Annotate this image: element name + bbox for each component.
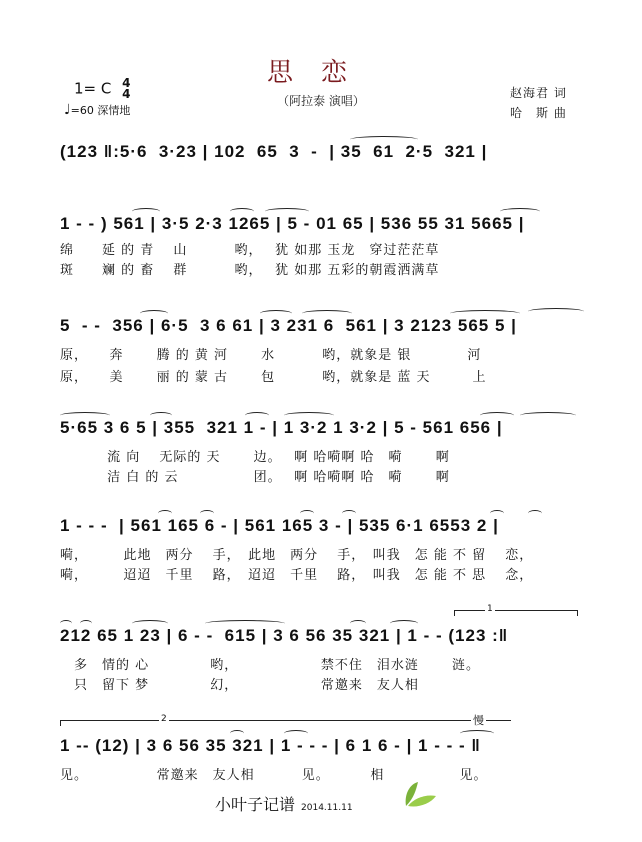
lyrics-verse-2: 只 留下 梦 幻， 常邀来 友人相	[60, 678, 419, 693]
slur	[200, 510, 214, 517]
slur	[260, 310, 292, 317]
slur	[450, 310, 520, 317]
slur	[140, 310, 168, 317]
lyricist-credit: 赵海君 词	[510, 86, 567, 100]
slur	[300, 510, 314, 517]
song-title: 思恋	[266, 58, 375, 88]
slow-marking: 慢	[473, 714, 484, 727]
lyrics-verse-2: 嗬， 迢迢 千里 路， 迢迢 千里 路， 叫我 怎 能 不 思 念，	[60, 568, 534, 583]
slur	[342, 510, 356, 517]
green-leaf-icon	[402, 780, 438, 808]
slur	[350, 136, 418, 143]
slur	[158, 510, 172, 517]
transcriber-signature: 小叶子记谱 2014.11.11	[215, 795, 353, 814]
slur	[284, 412, 334, 419]
slur	[60, 620, 72, 627]
first-ending-bracket: 1	[454, 610, 578, 616]
slur	[230, 730, 244, 737]
quarter-note-icon: ♩	[64, 102, 71, 118]
slur	[245, 412, 269, 419]
lyrics-verse-2: 洁 白 的 云 团。 啊 哈嗬啊 哈 嗬 啊	[60, 470, 450, 485]
slur	[390, 620, 418, 627]
lyrics-verse-2: 原， 美 丽 的 蒙 古 包 哟，就象是 蓝 天 上	[60, 370, 487, 385]
slur	[230, 208, 254, 215]
slur	[60, 412, 110, 419]
notation: 1 -- (12) | 3 6 56 35 321 | 1 - - - | 6 1 6 - | 1 - - - ‖	[60, 736, 481, 755]
lyrics-verse-1: 绵 延 的 青 山 哟， 犹 如那 玉龙 穿过茫茫草	[60, 243, 440, 258]
slur	[350, 620, 366, 627]
lyrics-verse-1: 原， 奔 腾 的 黄 河 水 哟，就象是 银 河	[60, 348, 482, 363]
key-label: 1= C	[74, 79, 112, 98]
notation: 5 - - 356 | 6·5 3 6 61 | 3 231 6 561 | 3 2123 565 5 |	[60, 316, 517, 335]
slur	[150, 412, 172, 419]
slur	[490, 510, 504, 517]
slur	[460, 730, 494, 737]
key-signature	[74, 78, 131, 100]
lyrics-verse-1: 见。 常邀来 友人相 见。 相 见。	[60, 768, 488, 783]
notation: 212 65 1 23 | 6 - - 615 | 3 6 56 35 321 | 1 - - (123 :‖	[60, 626, 509, 645]
lyrics-verse-2: 斑 斓 的 畜 群 哟， 犹 如那 五彩的朝霞洒满草	[60, 263, 440, 278]
notation: (123 ‖:5·6 3·23 | 102 65 3 - | 35 61 2·5 321 |	[60, 142, 488, 161]
slur	[500, 208, 540, 215]
slur	[132, 620, 168, 627]
lyrics-verse-1: 流 向 无际的 天 边。 啊 哈嗬啊 哈 嗬 啊	[60, 450, 450, 465]
slur	[265, 208, 309, 215]
tempo-marking: ♩=60 深情地	[64, 102, 131, 118]
lyrics-verse-1: 多 情的 心 哟， 禁不住 泪水涟 涟。	[60, 658, 481, 673]
slur	[480, 412, 514, 419]
slur	[205, 620, 285, 627]
slur	[520, 412, 576, 419]
notation: 1 - - ) 561 | 3·5 2·3 1265 | 5 - 01 65 | 536 55 31 5665 |	[60, 214, 525, 233]
notation: 1 - - - | 561 165 6 - | 561 165 3 - | 535 6·1 6553 2 |	[60, 516, 499, 535]
slur	[284, 730, 308, 737]
composer-credit: 哈 斯 曲	[510, 106, 567, 120]
slur	[132, 208, 160, 215]
transcription-date: 2014.11.11	[301, 803, 353, 813]
slur	[302, 310, 352, 317]
performer-subtitle: （阿拉泰 演唱）	[277, 94, 365, 108]
slur	[528, 510, 542, 517]
notation: 5·65 3 6 5 | 355 321 1 - | 1 3·2 1 3·2 | 5 - 561 656 |	[60, 418, 503, 437]
slur	[528, 308, 584, 315]
time-signature: 4 4	[122, 76, 131, 101]
second-ending-bracket: 2 慢	[60, 720, 511, 726]
slur	[80, 620, 92, 627]
lyrics-verse-1: 嗬， 此地 两分 手， 此地 两分 手， 叫我 怎 能 不 留 恋，	[60, 548, 534, 563]
